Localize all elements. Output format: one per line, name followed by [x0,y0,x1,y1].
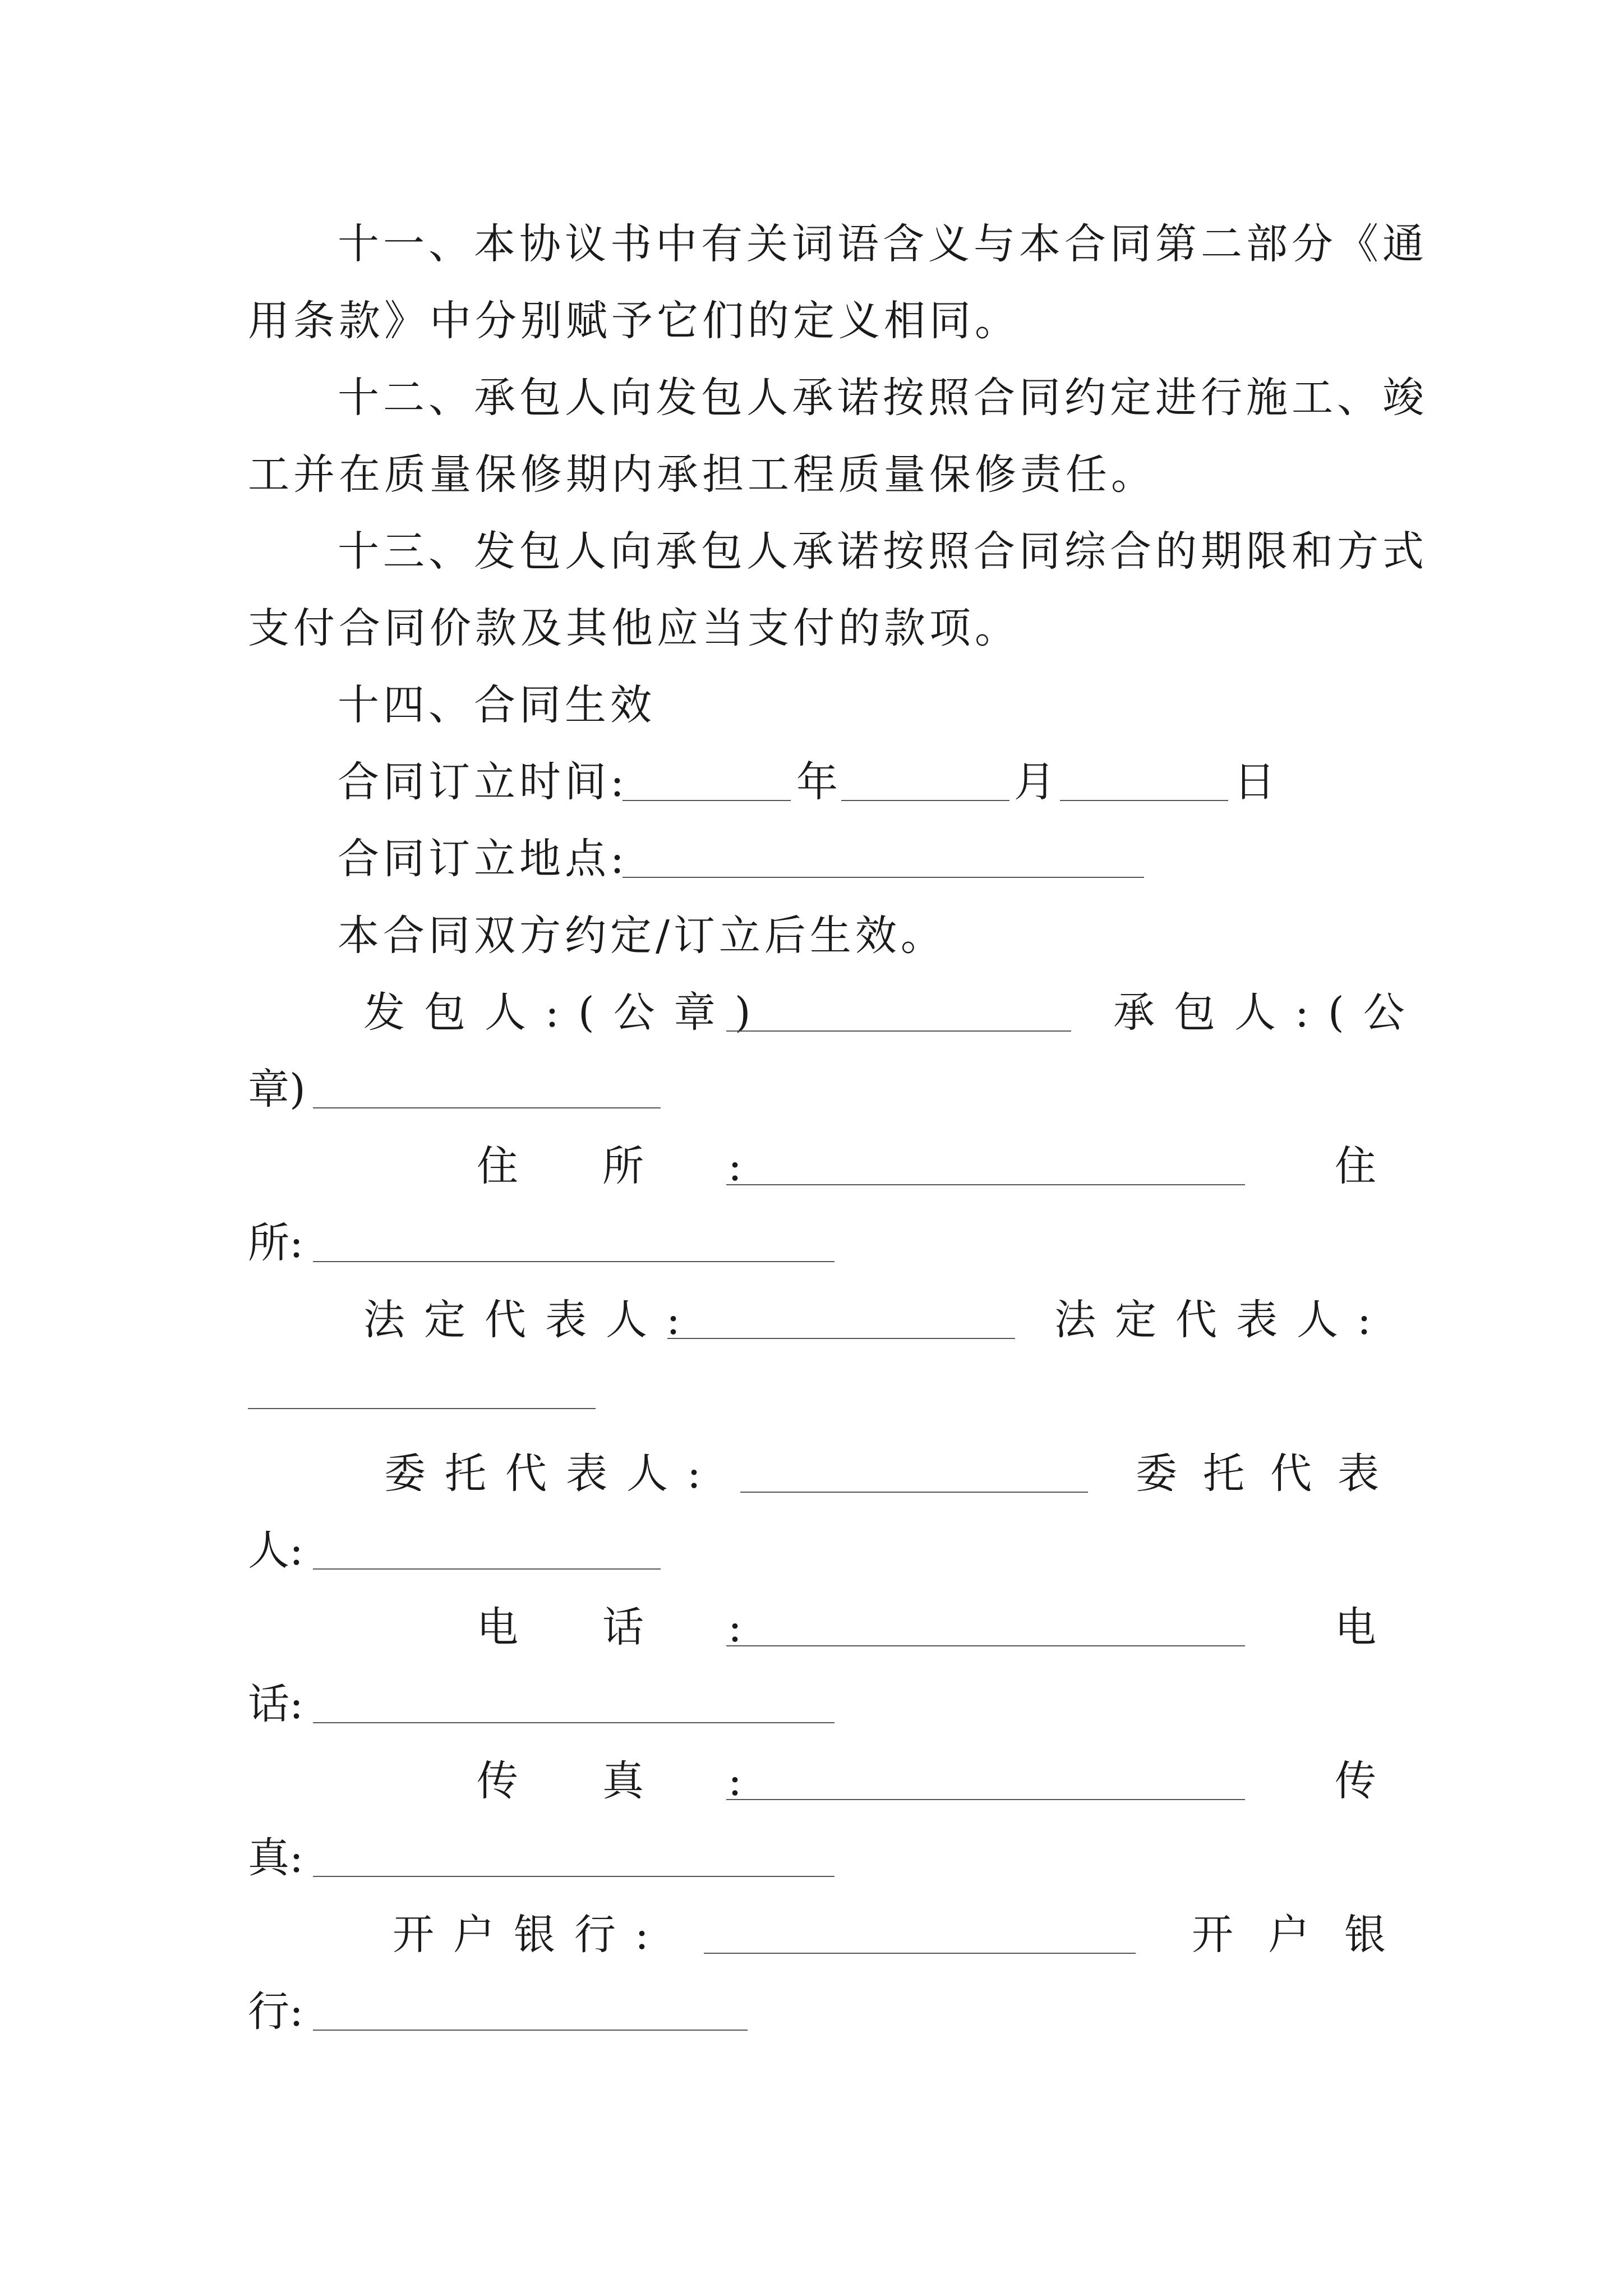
contractor-legal-rep-blank[interactable] [248,1408,596,1409]
year-unit: 年 [796,758,838,806]
employer-bank-label: 开户银行: [393,1911,668,1959]
contractor-fax-blank[interactable] [313,1876,834,1877]
employer-bank-blank[interactable] [704,1953,1136,1954]
employer-legal-rep-blank[interactable] [667,1338,1015,1339]
employer-agent-rep-label: 委托代表人: [384,1450,720,1498]
clause-13-line-2: 支付合同价款及其他应当支付的款项。 [248,604,1020,652]
contractor-agent-rep-label: 委托代表 [1136,1450,1405,1498]
clause-11-line-1: 十一、本协议书中有关词语含义与本合同第二部分《通 [338,220,1428,268]
employer-fax-blank[interactable] [726,1799,1245,1800]
contractor-agent-rep-blank[interactable] [313,1568,661,1570]
month-unit: 月 [1014,758,1055,806]
contractor-phone-blank[interactable] [313,1722,834,1723]
employer-seal-blank[interactable] [726,1030,1071,1032]
contractor-phone-label: 电 [1335,1603,1376,1651]
day-unit: 日 [1234,758,1275,806]
employer-address-label: 住所: [477,1142,826,1190]
employer-seal-label: 发包人:(公章) [363,988,770,1037]
contractor-bank-blank[interactable] [313,2030,748,2031]
month-blank[interactable] [841,800,1009,801]
signing-time-label: 合同订立时间: [338,758,628,806]
contractor-seal-blank[interactable] [313,1107,661,1108]
employer-address-blank[interactable] [726,1184,1245,1185]
contractor-phone-label-cont: 话: [248,1680,303,1728]
employer-phone-label: 电话: [477,1603,826,1651]
contractor-seal-label-cont: 章) [248,1065,306,1114]
signing-place-blank[interactable] [623,877,1144,878]
clause-11-line-2: 用条款》中分别赋予它们的定义相同。 [248,297,1020,345]
contractor-address-label-cont: 所: [248,1219,303,1267]
employer-agent-rep-blank[interactable] [740,1492,1088,1493]
employer-fax-label: 传真: [477,1757,826,1805]
effective-statement: 本合同双方约定/订立后生效。 [338,912,946,960]
clause-14-heading: 十四、合同生效 [338,681,656,729]
contractor-address-blank[interactable] [313,1261,834,1262]
contractor-agent-rep-label-cont: 人: [248,1526,303,1575]
clause-12-line-1: 十二、承包人向发包人承诺按照合同约定进行施工、竣 [338,374,1428,422]
year-blank[interactable] [623,800,791,801]
employer-phone-blank[interactable] [726,1645,1245,1646]
contractor-fax-label: 传 [1335,1757,1376,1805]
clause-12-line-2: 工并在质量保修期内承担工程质量保修责任。 [248,450,1156,499]
contractor-seal-label: 承包人:(公 [1113,988,1424,1037]
contractor-fax-label-cont: 真: [248,1834,303,1882]
day-blank[interactable] [1060,800,1228,801]
signing-place-label: 合同订立地点: [338,835,628,883]
contractor-legal-rep-label: 法定代表人: [1054,1296,1390,1344]
contractor-bank-label: 开户银 [1192,1911,1421,1959]
clause-13-line-1: 十三、发包人向承包人承诺按照合同综合的期限和方式 [338,527,1428,576]
contractor-bank-label-cont: 行: [248,1987,303,2036]
contractor-address-label: 住 [1335,1142,1376,1190]
employer-legal-rep-label: 法定代表人: [363,1296,699,1344]
